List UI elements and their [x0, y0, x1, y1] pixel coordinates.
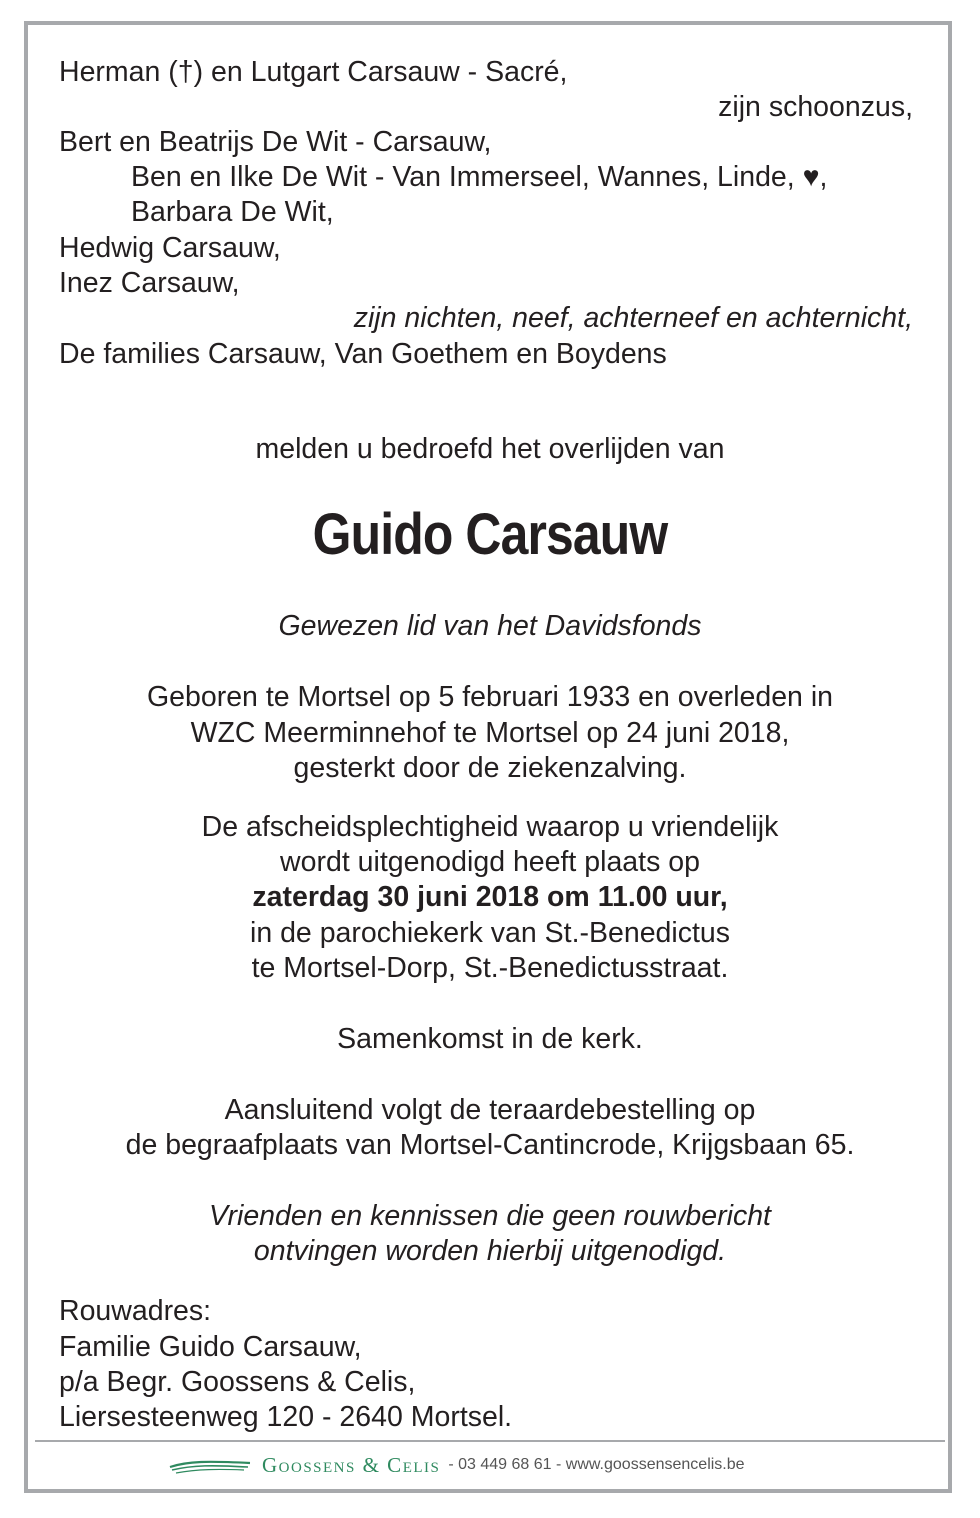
address-line-2: p/a Begr. Goossens & Celis, — [59, 1366, 416, 1398]
family-role-schoonzus: zijn schoonzus, — [718, 91, 913, 123]
burial-line-2: de begraafplaats van Mortsel-Cantincrode, Krijgsbaan 65. — [125, 1129, 855, 1161]
ceremony-line-2: wordt uitgenodigd heeft plaats op — [280, 846, 700, 878]
family-line-3: Ben en Ilke De Wit - Van Immerseel, Wannes, Linde, ♥, — [131, 161, 828, 193]
family-line-1: Herman (†) en Lutgart Carsauw - Sacré, — [59, 56, 568, 88]
family-line-4: Barbara De Wit, — [131, 196, 334, 228]
birth-death-line-2: WZC Meerminnehof te Mortsel op 24 juni 2018, — [190, 717, 790, 749]
ceremony-line-3: in de parochiekerk van St.-Benedictus — [249, 917, 731, 949]
ceremony-line-1: De afscheidsplechtigheid waarop u vriendelijk — [201, 811, 779, 843]
family-line-2: Bert en Beatrijs De Wit - Carsauw, — [59, 126, 492, 158]
family-line-6: Inez Carsauw, — [59, 267, 240, 299]
goossens-celis-logo-icon — [168, 1455, 252, 1475]
footer-contact[interactable]: - 03 449 68 61 - www.goossensencelis.be — [448, 1456, 745, 1473]
family-line-5: Hedwig Carsauw, — [59, 232, 281, 264]
birth-death-line-1: Geboren te Mortsel op 5 februari 1933 en overleden in — [146, 681, 834, 713]
deceased-name: Guido Carsauw — [312, 502, 668, 567]
address-line-3: Liersesteenweg 120 - 2640 Mortsel. — [59, 1401, 513, 1433]
ceremony-line-4: te Mortsel-Dorp, St.-Benedictusstraat. — [251, 952, 729, 984]
invitation-line-2: ontvingen worden hierbij uitgenodigd. — [253, 1235, 727, 1267]
gathering-text: Samenkomst in de kerk. — [337, 1023, 643, 1055]
family-role-nichten: zijn nichten, neef, achterneef en achternicht, — [353, 302, 913, 334]
footer-divider — [35, 1440, 945, 1442]
deceased-subtitle: Gewezen lid van het Davidsfonds — [278, 610, 702, 642]
footer — [168, 1452, 745, 1478]
announcement-text: melden u bedroefd het overlijden van — [255, 433, 725, 465]
family-line-7: De families Carsauw, Van Goethem en Boydens — [59, 338, 667, 370]
birth-death-line-3: gesterkt door de ziekenzalving. — [293, 752, 687, 784]
burial-line-1: Aansluitend volgt de teraardebestelling op — [224, 1094, 756, 1126]
invitation-line-1: Vrienden en kennissen die geen rouwbericht — [209, 1200, 771, 1232]
address-label: Rouwadres: — [59, 1295, 212, 1327]
ceremony-date: zaterdag 30 juni 2018 om 11.00 uur, — [252, 881, 728, 913]
address-line-1: Familie Guido Carsauw, — [59, 1331, 362, 1363]
brand-name: Goossens & Celis — [262, 1452, 441, 1477]
